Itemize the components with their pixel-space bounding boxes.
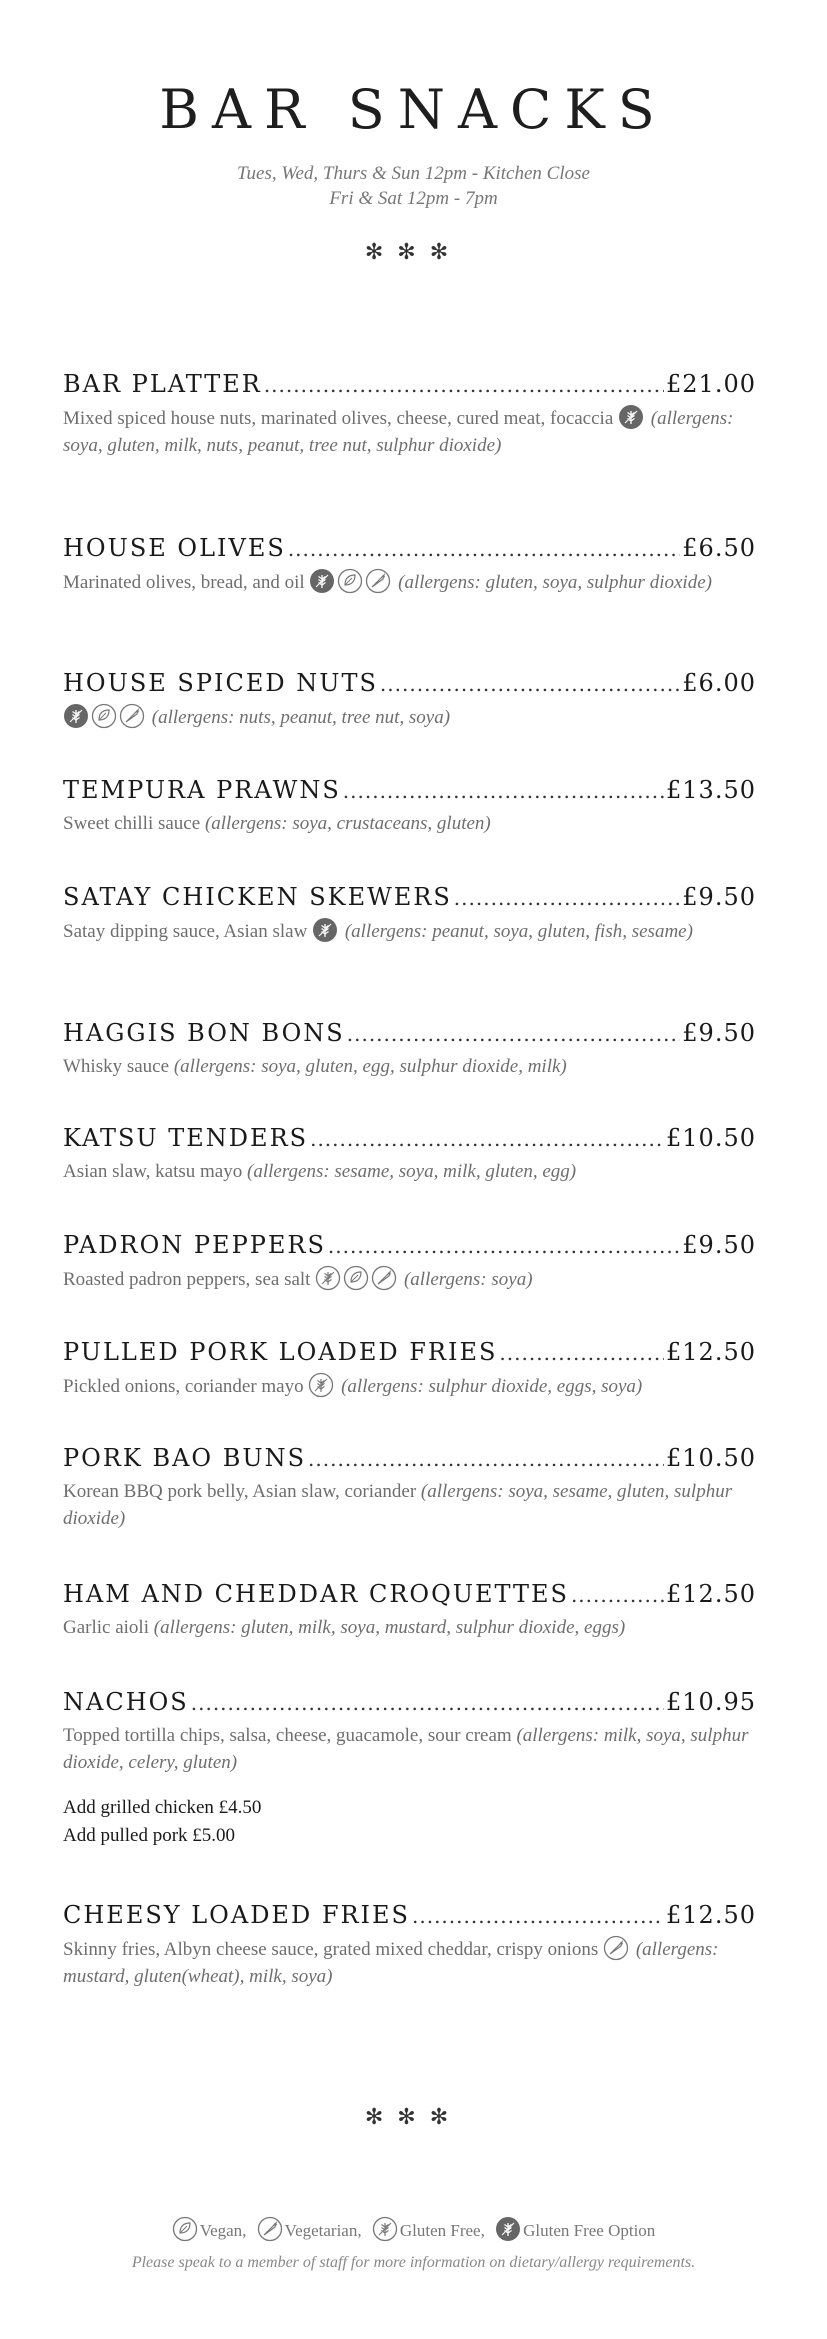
item-description xyxy=(63,404,756,459)
menu-item xyxy=(63,1580,756,1641)
item-price: £12.50 xyxy=(666,1580,756,1608)
menu-item xyxy=(63,1688,756,1850)
item-header xyxy=(63,1901,756,1929)
menu-item xyxy=(63,1338,756,1400)
item-price: £21.00 xyxy=(666,370,756,398)
item-header xyxy=(63,776,756,804)
item-allergens: (allergens: sesame, soya, milk, gluten, egg) xyxy=(247,1161,577,1182)
menu-item xyxy=(63,370,756,459)
item-name: KATSU TENDERS xyxy=(63,1124,309,1152)
item-name: PORK BAO BUNS xyxy=(63,1444,307,1472)
vegetarian-icon xyxy=(365,568,391,594)
page-title: BAR SNACKS xyxy=(159,78,668,141)
menu-item xyxy=(63,883,756,945)
dietary-note: Please speak to a member of staff for more information on dietary/allergy requirements. xyxy=(131,2254,696,2271)
menu-item xyxy=(63,669,756,731)
dot-leader xyxy=(310,1127,664,1151)
menu-item xyxy=(63,1124,756,1185)
gluten-free-option-icon xyxy=(495,2216,521,2242)
item-price: £12.50 xyxy=(666,1338,756,1366)
gluten-free-option-icon xyxy=(312,917,338,943)
item-description xyxy=(63,1158,756,1185)
item-name: HAM AND CHEDDAR CROQUETTES xyxy=(63,1580,569,1608)
item-description xyxy=(63,703,756,731)
item-allergens: (allergens: gluten, soya, sulphur dioxide) xyxy=(398,572,712,593)
item-description xyxy=(63,568,756,596)
menu-item xyxy=(63,1231,756,1293)
item-allergens: (allergens: gluten, milk, soya, mustard, sulphur dioxide, eggs) xyxy=(153,1617,626,1638)
item-price: £12.50 xyxy=(666,1901,756,1929)
divider-bottom: ✻✻✻ xyxy=(364,2105,463,2130)
item-allergens: (allergens: soya) xyxy=(403,1269,533,1290)
legend-gluten-free: Gluten Free, xyxy=(399,2221,485,2240)
item-price: £13.50 xyxy=(666,776,756,804)
item-desc-text: Garlic aioli xyxy=(63,1617,149,1638)
dietary-legend xyxy=(0,2216,827,2242)
item-description xyxy=(63,1372,756,1400)
divider-top: ✻✻✻ xyxy=(364,240,463,265)
item-price: £6.00 xyxy=(682,669,756,697)
dot-leader xyxy=(288,537,680,561)
item-allergens: (allergens: soya, gluten, milk, nuts, peanut, tree nut, sulphur dioxide) xyxy=(63,408,734,456)
item-header xyxy=(63,1580,756,1608)
item-description xyxy=(63,1265,756,1293)
item-header xyxy=(63,669,756,697)
item-description xyxy=(63,1614,756,1641)
menu-item xyxy=(63,1444,756,1532)
hours-line-1: Tues, Wed, Thurs & Sun 12pm - Kitchen Close xyxy=(237,163,590,184)
item-name: PADRON PEPPERS xyxy=(63,1231,326,1259)
item-desc-text: Korean BBQ pork belly, Asian slaw, coriander xyxy=(63,1481,417,1502)
item-allergens: (allergens: sulphur dioxide, eggs, soya) xyxy=(341,1376,643,1397)
item-desc-text: Sweet chilli sauce xyxy=(63,813,201,834)
item-desc-text: Skinny fries, Albyn cheese sauce, grated mixed cheddar, crispy onions xyxy=(63,1939,599,1960)
item-header xyxy=(63,1444,756,1472)
item-name: PULLED PORK LOADED FRIES xyxy=(63,1338,498,1366)
item-desc-text: Topped tortilla chips, salsa, cheese, guacamole, sour cream xyxy=(63,1725,512,1746)
item-desc-text: Asian slaw, katsu mayo xyxy=(63,1161,243,1182)
item-desc-text: Roasted padron peppers, sea salt xyxy=(63,1269,311,1290)
gluten-free-option-icon xyxy=(618,404,644,430)
item-desc-text: Whisky sauce xyxy=(63,1056,170,1077)
item-name: HOUSE OLIVES xyxy=(63,534,286,562)
item-header xyxy=(63,1124,756,1152)
dot-leader xyxy=(343,779,664,803)
item-header xyxy=(63,534,756,562)
item-description xyxy=(63,1722,756,1776)
item-header xyxy=(63,1019,756,1047)
item-desc-text: Pickled onions, coriander mayo xyxy=(63,1376,304,1397)
item-name: TEMPURA PRAWNS xyxy=(63,776,341,804)
item-desc-text: Satay dipping sauce, Asian slaw xyxy=(63,921,308,942)
dot-leader xyxy=(499,1341,664,1365)
item-desc-text: Marinated olives, bread, and oil xyxy=(63,572,305,593)
menu-item xyxy=(63,776,756,837)
menu-item xyxy=(63,1901,756,1990)
gluten-free-option-icon xyxy=(63,703,89,729)
vegetarian-icon xyxy=(257,2216,283,2242)
dot-leader xyxy=(454,886,680,910)
item-price: £6.50 xyxy=(682,534,756,562)
vegetarian-icon xyxy=(119,703,145,729)
dot-leader xyxy=(191,1691,664,1715)
addon-option: Add grilled chicken £4.50 xyxy=(63,1797,262,1818)
vegan-icon xyxy=(91,703,117,729)
gluten-free-icon xyxy=(372,2216,398,2242)
hours-line-2: Fri & Sat 12pm - 7pm xyxy=(329,188,498,209)
item-header xyxy=(63,1231,756,1259)
legend-vegan: Vegan, xyxy=(199,2221,247,2240)
item-allergens: (allergens: soya, crustaceans, gluten) xyxy=(204,813,491,834)
item-price: £10.95 xyxy=(666,1688,756,1716)
item-allergens: (allergens: peanut, soya, gluten, fish, sesame) xyxy=(344,921,693,942)
item-name: CHEESY LOADED FRIES xyxy=(63,1901,410,1929)
item-name: HAGGIS BON BONS xyxy=(63,1019,345,1047)
item-description xyxy=(63,1478,756,1532)
dot-leader xyxy=(380,672,680,696)
item-name: BAR PLATTER xyxy=(63,370,262,398)
item-name: NACHOS xyxy=(63,1688,189,1716)
item-price: £9.50 xyxy=(682,1019,756,1047)
item-header xyxy=(63,370,756,398)
item-price: £10.50 xyxy=(666,1444,756,1472)
item-header xyxy=(63,1338,756,1366)
dot-leader xyxy=(412,1904,664,1928)
dot-leader xyxy=(347,1022,681,1046)
item-description xyxy=(63,1053,756,1080)
item-name: HOUSE SPICED NUTS xyxy=(63,669,378,697)
menu-item xyxy=(63,534,756,596)
item-allergens: (allergens: soya, gluten, egg, sulphur dioxide, milk) xyxy=(173,1056,567,1077)
dot-leader xyxy=(328,1234,680,1258)
item-header xyxy=(63,883,756,911)
vegan-icon xyxy=(172,2216,198,2242)
vegetarian-icon xyxy=(603,1935,629,1961)
item-addons xyxy=(63,1794,756,1850)
dot-leader xyxy=(264,373,664,397)
legend-gluten-free-option: Gluten Free Option xyxy=(523,2221,656,2240)
item-description xyxy=(63,810,756,837)
gluten-free-icon xyxy=(308,1372,334,1398)
item-name: SATAY CHICKEN SKEWERS xyxy=(63,883,452,911)
item-allergens: (allergens: nuts, peanut, tree nut, soya) xyxy=(151,707,451,728)
item-price: £10.50 xyxy=(666,1124,756,1152)
legend-vegetarian: Vegetarian, xyxy=(284,2221,362,2240)
menu-item xyxy=(63,1019,756,1080)
item-allergens: (allergens: soya, sesame, gluten, sulphur dioxide) xyxy=(63,1481,733,1529)
item-allergens: (allergens: milk, soya, sulphur dioxide, celery, gluten) xyxy=(63,1725,749,1773)
vegan-icon xyxy=(343,1265,369,1291)
dot-leader xyxy=(308,1447,664,1471)
item-description xyxy=(63,917,756,945)
item-header xyxy=(63,1688,756,1716)
vegan-icon xyxy=(337,568,363,594)
gluten-free-option-icon xyxy=(309,568,335,594)
addon-option: Add pulled pork £5.00 xyxy=(63,1825,236,1846)
dot-leader xyxy=(571,1583,664,1607)
vegetarian-icon xyxy=(371,1265,397,1291)
item-price: £9.50 xyxy=(682,1231,756,1259)
item-allergens: (allergens: mustard, gluten(wheat), milk, soya) xyxy=(63,1939,719,1987)
item-price: £9.50 xyxy=(682,883,756,911)
item-desc-text: Mixed spiced house nuts, marinated olives, cheese, cured meat, focaccia xyxy=(63,408,614,429)
item-description xyxy=(63,1935,756,1990)
gluten-free-icon xyxy=(315,1265,341,1291)
